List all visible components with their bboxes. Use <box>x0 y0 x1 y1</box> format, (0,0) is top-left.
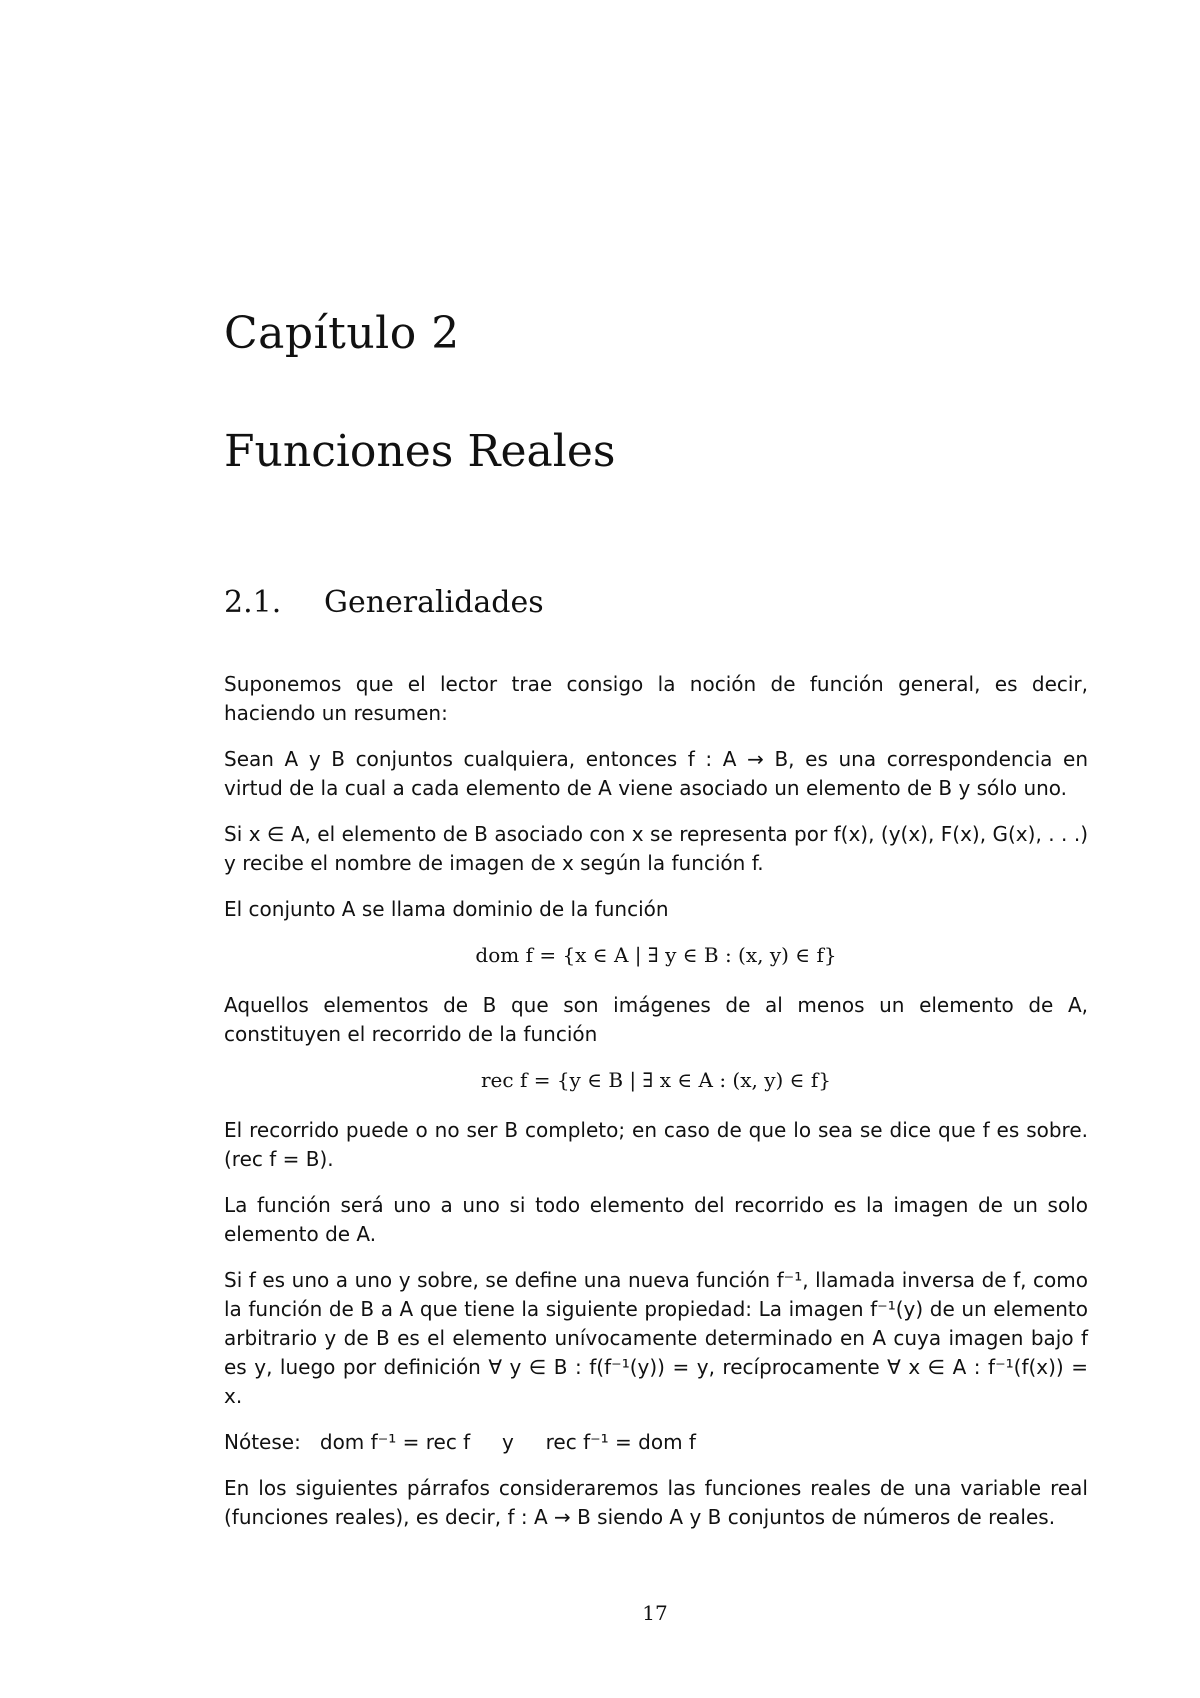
paragraph-range: Aquellos elementos de B que son imágenes de al menos un elemento de A, constituyen el recorrido de la función <box>224 993 1088 1046</box>
paragraph-real-functions: En los siguientes párrafos consideraremos las funciones reales de una variable real (funciones reales), es decir, f : A → B siendo A y B conjuntos de números de reales. <box>224 1476 1088 1529</box>
section-number: 2.1. <box>224 585 282 620</box>
equation-domain: dom f = {x ∈ A | ∃ y ∈ B : (x, y) ∈ f} <box>475 943 837 967</box>
section-title: Generalidades <box>324 585 544 620</box>
paragraph-inverse: Si f es uno a uno y sobre, se define una nueva función f⁻¹, llamada inversa de f, como la función de B a A que tiene la siguiente propiedad: La imagen f⁻¹(y) de un elemento arbitrario y de B es el elemento unívocamente determinado en A cuya imagen bajo f es y, luego por definición ∀ y ∈ B : f(f⁻¹(y)) = y, recíprocamente ∀ x ∈ A : f⁻¹(f(x)) = x. <box>224 1268 1088 1408</box>
body-text <box>224 670 1088 1549</box>
paragraph-definition: Sean A y B conjuntos cualquiera, entonces f : A → B, es una correspondencia en virtud de la cual a cada elemento de A viene asociado un elemento de B y sólo uno. <box>224 747 1088 800</box>
paragraph-onto: El recorrido puede o no ser B completo; en caso de que lo sea se dice que f es sobre. (rec f = B). <box>224 1118 1088 1171</box>
paragraph-note: Nótese: dom f⁻¹ = rec f y rec f⁻¹ = dom f <box>224 1430 696 1454</box>
paragraph-one-to-one: La función será uno a uno si todo elemento del recorrido es la imagen de un solo elemento de A. <box>224 1193 1088 1246</box>
chapter-title: Funciones Reales <box>224 426 616 477</box>
section-heading <box>224 585 544 620</box>
paragraph-intro: Suponemos que el lector trae consigo la noción de función general, es decir, haciendo un resumen: <box>224 672 1088 725</box>
chapter-label: Capítulo 2 <box>224 308 460 359</box>
paragraph-domain: El conjunto A se llama dominio de la función <box>224 897 669 921</box>
equation-range: rec f = {y ∈ B | ∃ x ∈ A : (x, y) ∈ f} <box>481 1068 831 1092</box>
paragraph-image: Si x ∈ A, el elemento de B asociado con x se representa por f(x), (y(x), F(x), G(x), . . .) y recibe el nombre de imagen de x según la función f. <box>224 822 1088 875</box>
page-number: 17 <box>642 1601 668 1625</box>
